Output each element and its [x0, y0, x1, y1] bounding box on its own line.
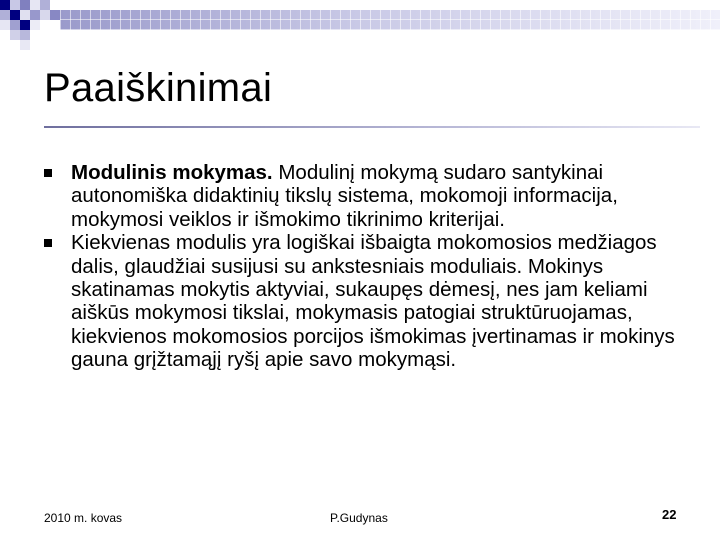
- decoration-square: [40, 0, 50, 10]
- square-bullet-icon: [44, 239, 52, 247]
- square-bullet-icon: [44, 169, 52, 177]
- decoration-square: [10, 20, 20, 30]
- decoration-square: [10, 0, 20, 10]
- decoration-square: [20, 40, 30, 50]
- bullet-lead: Modulinis mokymas.: [71, 161, 273, 184]
- bullet-text: Modulinį mokymą sudaro santykinai autonomiška didaktinių tikslų sistema, mokomoji informacija, mokymosi veiklos ir išmokimo tikrinimo kriterijai.: [71, 161, 618, 231]
- decoration-square: [20, 20, 30, 30]
- decoration-square: [0, 0, 10, 10]
- header-decoration: [0, 0, 720, 50]
- decoration-square: [30, 10, 40, 20]
- decoration-square: [30, 20, 40, 30]
- decoration-square: [20, 10, 30, 20]
- decoration-square: [0, 10, 10, 20]
- footer-author: P.Gudynas: [330, 511, 388, 525]
- decoration-square: [10, 10, 20, 20]
- decoration-square: [50, 10, 60, 20]
- title-underline: [44, 126, 700, 128]
- footer-date: 2010 m. kovas: [44, 511, 123, 525]
- slide-title: Paaiškinimai: [44, 66, 273, 110]
- decoration-square: [20, 30, 30, 40]
- bullet-item: [44, 161, 684, 231]
- decoration-square: [20, 0, 30, 10]
- decoration-square: [0, 20, 10, 30]
- page-number: 22: [662, 507, 677, 522]
- header-grid-overlay: [60, 10, 720, 30]
- decoration-square: [40, 10, 50, 20]
- bullet-text: Kiekvienas modulis yra logiškai išbaigta mokomosios medžiagos dalis, glaudžiai susijusi su ankstesniais moduliais. Mokinys skatinamas mokytis aktyviai, sukaupęs dėmesį, nes jam keliami aiškūs mokymosi tikslai, mokymasis patogiai struktūruojamas, kiekvienos mokomosios porcijos išmokimas įvertinamas ir mokinys gauna grįžtamąjį ryšį apie savo mokymąsi.: [71, 231, 675, 372]
- slide-body: [44, 161, 684, 372]
- decoration-square: [30, 0, 40, 10]
- decoration-square: [10, 30, 20, 40]
- bullet-item: [44, 231, 684, 371]
